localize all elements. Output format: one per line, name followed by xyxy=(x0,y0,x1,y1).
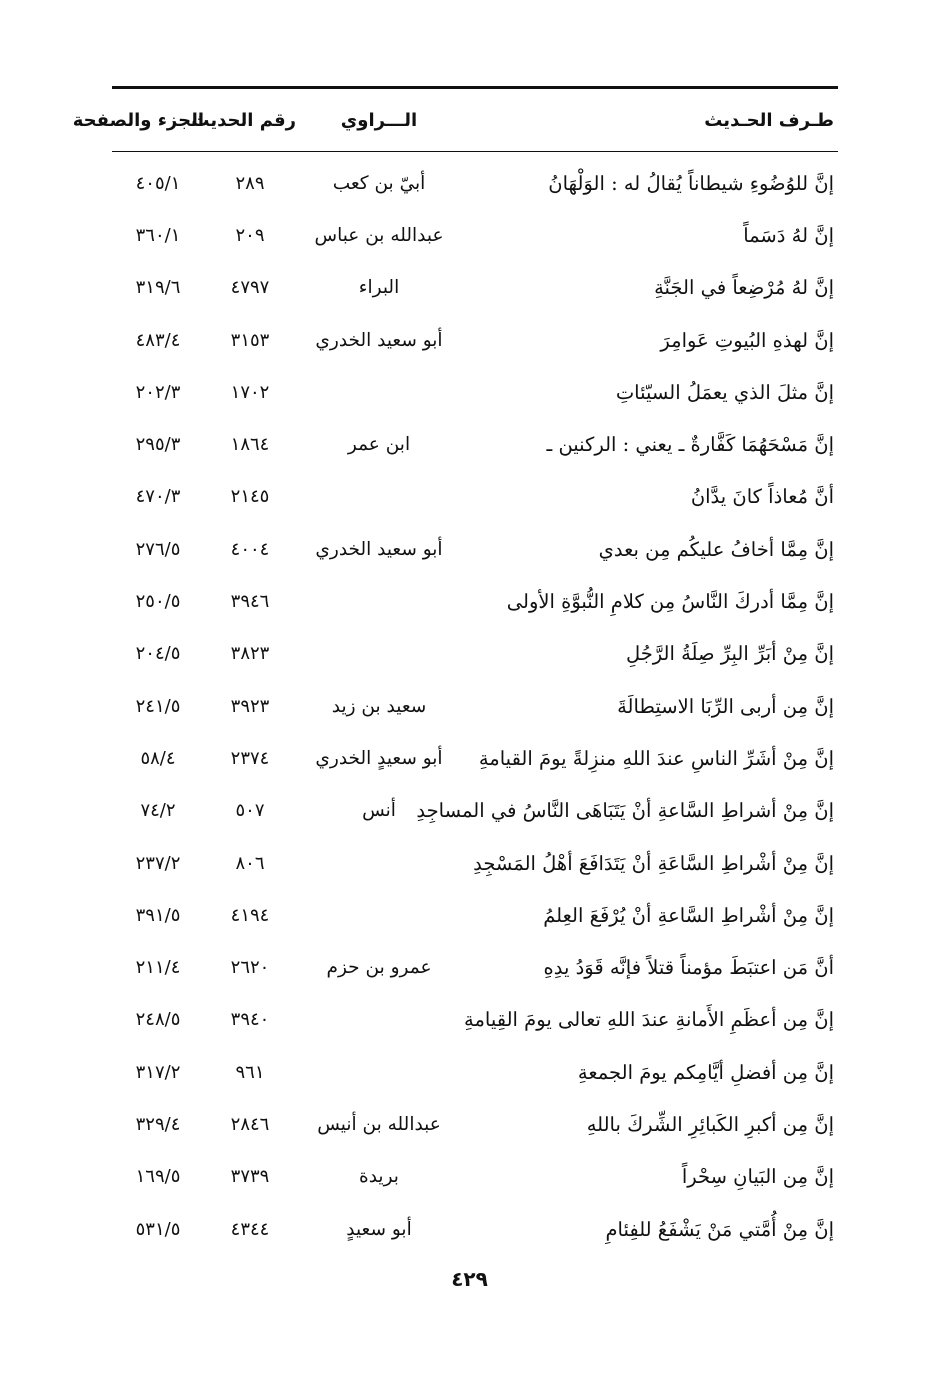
table-body xyxy=(112,157,838,1255)
hadith-number: ٢٨٤٦ xyxy=(230,1113,270,1135)
volume-page: ٥٨/٤ xyxy=(140,747,176,769)
hadith-number: ٤١٩٤ xyxy=(230,904,270,926)
hadith-text: إنَّ مِن أربى الرِّبَا الاستِطالَةَ xyxy=(617,694,834,718)
hadith-text: أنَّ مُعاذاً كانَ يدَّانُ xyxy=(690,485,834,509)
volume-page: ٢٠٤/٥ xyxy=(135,643,181,665)
hadith-number: ٣٩٤٦ xyxy=(230,591,270,613)
volume-page: ٣٦٠/١ xyxy=(135,224,181,246)
page-number: ٤٢٩ xyxy=(451,1267,488,1291)
table-row xyxy=(112,1151,838,1203)
hadith-number: ٩٦١ xyxy=(235,1061,265,1083)
table-row xyxy=(112,523,838,575)
narrator: البراء xyxy=(358,277,400,299)
volume-page: ٢٠٢/٣ xyxy=(135,381,181,403)
index-table xyxy=(72,86,838,1255)
volume-page: ٣٢٩/٤ xyxy=(135,1113,181,1135)
hadith-number: ٤٣٤٤ xyxy=(230,1218,270,1240)
hadith-text: إنَّ مِن أفضلِ أيَّامِكم يومَ الجمعةِ xyxy=(577,1060,834,1084)
hadith-number: ٨٠٦ xyxy=(235,852,265,874)
header-hadith-text: طـرف الحـديث xyxy=(704,109,834,131)
hadith-number: ١٨٦٤ xyxy=(230,434,270,456)
hadith-text: إنَّ مِن البَيانِ سِحْراً xyxy=(681,1165,834,1189)
table-row xyxy=(112,994,838,1046)
volume-page: ٢٥٠/٥ xyxy=(135,591,181,613)
hadith-text: إنَّ مِنْ أشْراطِ السَّاعَةِ أنْ يَتَدَافَعَ أهْلُ المَسْجِدِ xyxy=(473,851,834,875)
hadith-text: إنَّ مثلَ الذي يعمَلُ السيّئاتِ xyxy=(615,380,834,404)
hadith-text: إنَّ مَسْحَهُمَا كَفَّارةٌ ـ يعني : الركنين ـ xyxy=(546,433,834,457)
hadith-number: ٤٠٠٤ xyxy=(230,538,270,560)
hadith-text: إنَّ مِنْ أبَرِّ البِرِّ صِلَةُ الرَّجُلِ xyxy=(625,642,834,666)
table-row xyxy=(112,680,838,732)
narrator: أبو سعيد الخدري xyxy=(315,329,443,351)
hadith-text: أنَّ مَن اعتبَطَ مؤمناً قتلاً فإنَّه قَوَدُ يدِهِ xyxy=(543,956,834,980)
narrator: سعيد بن زيد xyxy=(331,695,427,717)
hadith-text: إنَّ للوُضُوءِ شيطاناً يُقالُ له : الوَلْهَانُ xyxy=(548,171,834,195)
hadith-text: إنَّ مِنْ أشْراطِ السَّاعةِ أنْ يُرْفَعَ العِلمُ xyxy=(543,903,834,927)
narrator: عبدالله بن أنيس xyxy=(317,1113,441,1135)
table-row xyxy=(112,785,838,837)
table-row xyxy=(112,314,838,366)
hadith-text: إنَّ مِمَّا أخافُ عليكُم مِن بعدي xyxy=(598,537,834,561)
hadith-text: إنَّ مِنْ أُمَّتي مَنْ يَشْفَعُ للفِئامِ xyxy=(605,1217,834,1241)
table-row xyxy=(112,1046,838,1098)
hadith-number: ٢٦٢٠ xyxy=(230,957,270,979)
table-row xyxy=(112,366,838,418)
hadith-number: ٥٠٧ xyxy=(235,800,265,822)
table-row xyxy=(112,837,838,889)
hadith-number: ١٧٠٢ xyxy=(230,381,270,403)
table-row xyxy=(112,1098,838,1150)
hadith-number: ٣٩٢٣ xyxy=(230,695,270,717)
table-row xyxy=(112,418,838,470)
table-row xyxy=(112,1203,838,1255)
table-row xyxy=(112,262,838,314)
hadith-number: ٤٧٩٧ xyxy=(230,277,270,299)
hadith-text: إنَّ لهُ مُرْضِعاً في الجَنَّةِ xyxy=(654,276,834,300)
hadith-number: ٣٧٣٩ xyxy=(230,1166,270,1188)
narrator: أبو سعيدٍ الخدري xyxy=(315,747,443,769)
hadith-number: ٣٨٢٣ xyxy=(230,643,270,665)
header-hadith-number: رقم الحديث xyxy=(191,109,296,131)
hadith-text: إنَّ لهذهِ البُيوتِ عَوامِرَ xyxy=(660,328,834,352)
hadith-number: ٢٠٩ xyxy=(235,224,265,246)
volume-page: ٢٩٥/٣ xyxy=(135,434,181,456)
volume-page: ٤٧٠/٣ xyxy=(135,486,181,508)
table-row xyxy=(112,575,838,627)
volume-page: ٤٨٣/٤ xyxy=(135,329,181,351)
narrator: أبو سعيدٍ xyxy=(346,1218,412,1240)
hadith-text: إنَّ مِن أعظَمِ الأَمانةِ عندَ اللهِ تعالى يومَ القِيامةِ xyxy=(464,1008,834,1032)
volume-page: ٢٤١/٥ xyxy=(135,695,181,717)
header-narrator: الـــراوي xyxy=(340,109,418,131)
narrator: أنس xyxy=(362,800,396,822)
volume-page: ٢٣٧/٢ xyxy=(135,852,181,874)
table-row xyxy=(112,157,838,209)
hadith-number: ٢٨٩ xyxy=(235,172,265,194)
header-rule xyxy=(112,151,838,152)
volume-page: ٣١٩/٦ xyxy=(135,277,181,299)
volume-page: ٥٣١/٥ xyxy=(135,1218,181,1240)
hadith-text: إنَّ مِمَّا أدركَ النَّاسُ مِن كلامِ النُّبوَّةِ الأولى xyxy=(506,590,834,614)
volume-page: ٣١٧/٢ xyxy=(135,1061,181,1083)
volume-page: ١٦٩/٥ xyxy=(135,1166,181,1188)
narrator: أبو سعيد الخدري xyxy=(315,538,443,560)
table-row xyxy=(112,889,838,941)
hadith-number: ٣١٥٣ xyxy=(230,329,270,351)
hadith-text: إنَّ مِنْ أشراطِ السَّاعةِ أنْ يَتَبَاهَى النَّاسُ في المساجِدِ xyxy=(416,799,834,823)
narrator: عمرو بن حزم xyxy=(326,957,432,979)
hadith-number: ٢٣٧٤ xyxy=(230,747,270,769)
narrator: بريدة xyxy=(359,1166,399,1188)
header-volume-page: الجزء والصفحة xyxy=(72,109,204,131)
table-row xyxy=(112,471,838,523)
hadith-number: ٢١٤٥ xyxy=(230,486,270,508)
narrator: أبيّ بن كعب xyxy=(332,172,426,194)
hadith-number: ٣٩٤٠ xyxy=(230,1009,270,1031)
volume-page: ٢٧٦/٥ xyxy=(135,538,181,560)
table-row xyxy=(112,628,838,680)
hadith-text: إنَّ مِن أكبرِ الكَبائِرِ الشِّركَ باللهِ xyxy=(586,1112,834,1136)
table-row xyxy=(112,732,838,784)
table-header xyxy=(72,89,838,151)
volume-page: ٢٤٨/٥ xyxy=(135,1009,181,1031)
narrator: عبدالله بن عباس xyxy=(314,224,444,246)
volume-page: ٢١١/٤ xyxy=(135,957,181,979)
volume-page: ٧٤/٢ xyxy=(140,800,176,822)
narrator: ابن عمر xyxy=(347,434,411,456)
table-row xyxy=(112,941,838,993)
hadith-text: إنَّ لهُ دَسَماً xyxy=(743,223,834,247)
table-row xyxy=(112,209,838,261)
volume-page: ٤٠٥/١ xyxy=(135,172,181,194)
volume-page: ٣٩١/٥ xyxy=(135,904,181,926)
hadith-text: إنَّ مِنْ أشَرِّ الناسِ عندَ اللهِ منزِلةً يومَ القيامةِ xyxy=(478,746,834,770)
